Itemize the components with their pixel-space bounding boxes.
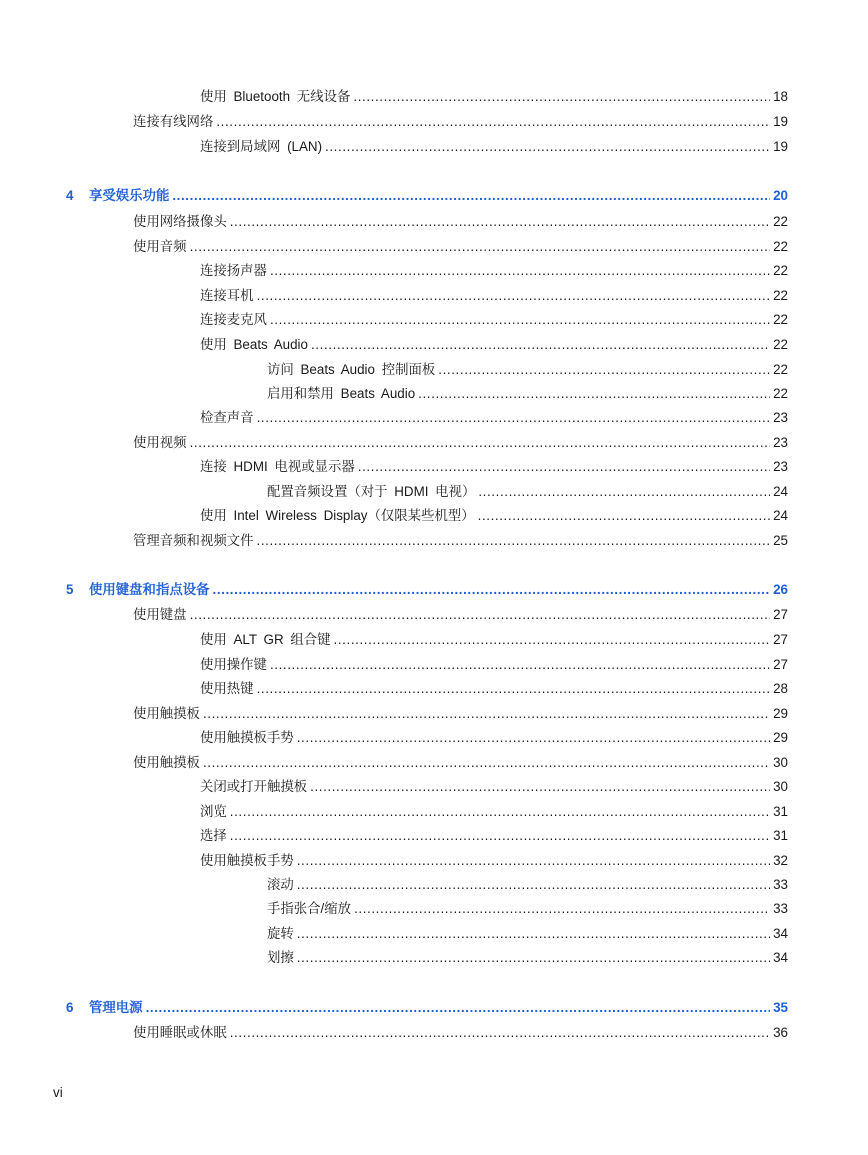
toc-entry-title: 连接 HDMI 电视或显示器	[200, 459, 355, 474]
toc-dot-leader	[334, 630, 771, 650]
toc-dot-leader	[358, 457, 770, 477]
toc-entry[interactable]	[200, 310, 788, 330]
toc-entry[interactable]	[267, 948, 788, 968]
toc-dot-leader	[354, 899, 770, 919]
toc-entry[interactable]	[200, 261, 788, 281]
toc-entry[interactable]	[267, 924, 788, 944]
toc-entry[interactable]	[200, 286, 788, 306]
toc-chapter-number: 6	[66, 1000, 74, 1015]
toc-dot-leader	[216, 112, 770, 132]
toc-entry-title: 连接到局域网 (LAN)	[200, 139, 323, 154]
toc-page-number: 36	[773, 1025, 788, 1040]
toc-entry[interactable]	[133, 753, 788, 773]
toc-page-number: 22	[773, 288, 788, 303]
toc-entry-title: 使用 Bluetooth 无线设备	[200, 89, 351, 104]
toc-entry[interactable]	[133, 433, 788, 453]
toc-entry[interactable]	[200, 851, 788, 871]
toc-entry-title: 浏览	[200, 804, 227, 819]
toc-entry-title: 使用睡眠或休眠	[133, 1025, 227, 1040]
toc-page-number: 25	[773, 533, 788, 548]
toc-entry-title: 使用 Beats Audio	[200, 337, 308, 352]
toc-entry[interactable]	[200, 457, 788, 477]
toc-dot-leader	[203, 704, 770, 724]
toc-entry-title: 使用操作键	[200, 657, 267, 672]
toc-page-number: 27	[773, 632, 788, 647]
toc-dot-leader	[213, 580, 771, 600]
toc-page-number: 34	[773, 950, 788, 965]
toc-dot-leader	[353, 87, 770, 107]
toc-page-number: 22	[773, 214, 788, 229]
page-number: vi	[53, 1085, 63, 1100]
toc-entry-title: 连接耳机	[200, 288, 254, 303]
toc-entry-title: 享受娱乐功能	[89, 188, 170, 203]
toc-entry-title: 使用触摸板手势	[200, 853, 294, 868]
toc-page-number: 23	[773, 410, 788, 425]
toc-page-number: 27	[773, 607, 788, 622]
toc-dot-leader	[297, 851, 770, 871]
toc-page-number: 35	[773, 1000, 788, 1015]
toc-entry[interactable]	[133, 112, 788, 132]
toc-dot-leader	[203, 753, 770, 773]
toc-page-number: 31	[773, 828, 788, 843]
toc-dot-leader	[257, 408, 771, 428]
toc-entry-title: 使用热键	[200, 681, 254, 696]
toc-dot-leader	[230, 826, 770, 846]
toc-entry-title: 使用键盘	[133, 607, 187, 622]
toc-page-number: 22	[773, 386, 788, 401]
toc-entry[interactable]	[200, 137, 788, 157]
toc-entry[interactable]	[200, 679, 788, 699]
toc-entry[interactable]	[200, 777, 788, 797]
toc-dot-leader	[190, 237, 771, 257]
toc-entry[interactable]	[200, 655, 788, 675]
toc-entry-title: 使用视频	[133, 435, 187, 450]
toc-entry[interactable]	[200, 630, 788, 650]
toc-entry-title: 配置音频设置（对于 HDMI 电视）	[267, 484, 476, 499]
toc-entry-title: 选择	[200, 828, 227, 843]
toc-entry-title: 管理电源	[89, 1000, 143, 1015]
toc-dot-leader	[297, 875, 770, 895]
toc-entry[interactable]	[200, 802, 788, 822]
toc-entry-title: 滚动	[267, 877, 294, 892]
toc-entry[interactable]	[267, 482, 788, 502]
toc-page-number: 24	[773, 508, 788, 523]
toc-dot-leader	[257, 679, 771, 699]
toc-dot-leader	[311, 335, 770, 355]
toc-dot-leader	[190, 433, 771, 453]
toc-dot-leader	[230, 1023, 770, 1043]
toc-page-number: 27	[773, 657, 788, 672]
toc-entry-title: 管理音频和视频文件	[133, 533, 254, 548]
toc-entry[interactable]	[200, 826, 788, 846]
toc-entry[interactable]	[200, 335, 788, 355]
toc-entry[interactable]	[200, 728, 788, 748]
toc-entry[interactable]	[267, 875, 788, 895]
toc-dot-leader	[325, 137, 770, 157]
toc-dot-leader	[438, 360, 770, 380]
toc-page-number: 24	[773, 484, 788, 499]
toc-entry-title: 使用 Intel Wireless Display（仅限某些机型）	[200, 508, 475, 523]
toc-entry-title: 连接扬声器	[200, 263, 267, 278]
toc-page-number: 18	[773, 89, 788, 104]
toc-page-number: 34	[773, 926, 788, 941]
toc-page-number: 22	[773, 263, 788, 278]
toc-chapter-entry[interactable]	[66, 998, 788, 1018]
toc-entry-title: 检查声音	[200, 410, 254, 425]
toc-entry[interactable]	[133, 212, 788, 232]
toc-page-number: 29	[773, 706, 788, 721]
toc-page-number: 22	[773, 337, 788, 352]
toc-entry[interactable]	[133, 704, 788, 724]
toc-page-number: 22	[773, 312, 788, 327]
toc-dot-leader	[190, 605, 771, 625]
toc-entry[interactable]	[133, 605, 788, 625]
toc-dot-leader	[297, 948, 770, 968]
toc-chapter-entry[interactable]	[66, 186, 788, 206]
toc-entry[interactable]	[267, 899, 788, 919]
toc-page-number: 33	[773, 901, 788, 916]
toc-entry[interactable]	[133, 1023, 788, 1043]
toc-entry-title: 使用触摸板	[133, 755, 200, 770]
toc-page-number: 19	[773, 114, 788, 129]
toc-page-number: 33	[773, 877, 788, 892]
toc-dot-leader	[230, 212, 770, 232]
toc-dot-leader	[270, 310, 770, 330]
toc-dot-leader	[230, 802, 770, 822]
toc-page-number: 30	[773, 755, 788, 770]
toc-entry-title: 手指张合/缩放	[267, 901, 352, 916]
toc-entry[interactable]	[200, 87, 788, 107]
toc-page-number: 26	[773, 582, 788, 597]
toc-dot-leader	[310, 777, 770, 797]
toc-entry[interactable]	[133, 531, 788, 551]
toc-dot-leader	[478, 506, 770, 526]
toc-entry[interactable]	[200, 506, 788, 526]
toc-entry-title: 连接麦克风	[200, 312, 267, 327]
toc-page-number: 32	[773, 853, 788, 868]
toc-entry-title: 使用触摸板	[133, 706, 200, 721]
toc-entry-title: 连接有线网络	[133, 114, 214, 129]
toc-dot-leader	[297, 924, 770, 944]
toc-dot-leader	[146, 998, 771, 1018]
toc-entry[interactable]	[267, 384, 788, 404]
toc-dot-leader	[172, 186, 770, 206]
toc-entry-title: 使用触摸板手势	[200, 730, 294, 745]
toc-entry-title: 使用音频	[133, 239, 187, 254]
toc-dot-leader	[478, 482, 770, 502]
toc-chapter-entry[interactable]	[66, 580, 788, 600]
toc-page-number: 20	[773, 188, 788, 203]
toc-chapter-number: 5	[66, 582, 74, 597]
toc-entry-title: 使用 ALT GR 组合键	[200, 632, 331, 647]
toc-page-number: 23	[773, 435, 788, 450]
toc-page-number: 22	[773, 239, 788, 254]
toc-dot-leader	[257, 286, 771, 306]
toc-page-number: 23	[773, 459, 788, 474]
toc-chapter-number: 4	[66, 188, 74, 203]
toc-page-number: 29	[773, 730, 788, 745]
toc-entry[interactable]	[133, 237, 788, 257]
toc-entry-title: 使用网络摄像头	[133, 214, 227, 229]
toc-page-number: 30	[773, 779, 788, 794]
toc-entry[interactable]	[267, 360, 788, 380]
toc-dot-leader	[297, 728, 770, 748]
toc-page-number: 22	[773, 362, 788, 377]
toc-dot-leader	[270, 655, 770, 675]
toc-entry-title: 划擦	[267, 950, 294, 965]
toc-entry-title: 访问 Beats Audio 控制面板	[267, 362, 436, 377]
toc-entry-title: 使用键盘和指点设备	[89, 582, 210, 597]
toc-entry-title: 旋转	[267, 926, 294, 941]
toc-page-number: 19	[773, 139, 788, 154]
toc-dot-leader	[270, 261, 770, 281]
toc-entry-title: 启用和禁用 Beats Audio	[267, 386, 416, 401]
toc-dot-leader	[257, 531, 771, 551]
toc-dot-leader	[418, 384, 770, 404]
toc-page-number: 31	[773, 804, 788, 819]
toc-entry-title: 关闭或打开触摸板	[200, 779, 308, 794]
toc-entry[interactable]	[200, 408, 788, 428]
toc-page-number: 28	[773, 681, 788, 696]
